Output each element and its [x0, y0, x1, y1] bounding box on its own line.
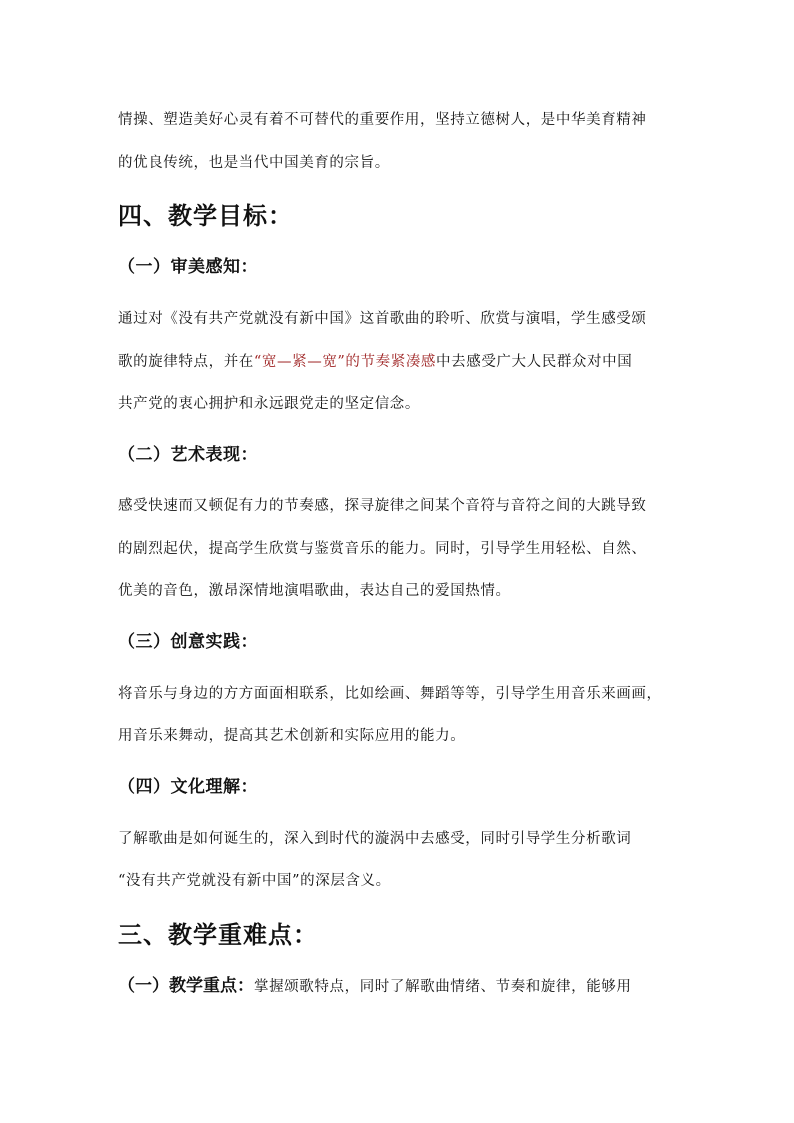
goal-3-heading: （三）创意实践： [118, 632, 258, 652]
goal-2-heading: （二）艺术表现： [118, 445, 258, 465]
goal-1-line-2-pre: 歌的旋律特点，并在 [118, 354, 254, 370]
key-point-1-label: （一）教学重点： [118, 976, 254, 996]
goal-4-line-2: “没有共产党就没有新中国”的深层含义。 [118, 873, 391, 889]
rhythm-highlight: “宽—紧—宽”的节奏紧凑感 [253, 354, 437, 370]
intro-line-2: 的优良传统，也是当代中国美育的宗旨。 [118, 155, 390, 171]
section-4-heading: 四、教学目标： [118, 202, 293, 230]
goal-3-line-1: 将音乐与身边的方方面面相联系，比如绘画、舞蹈等等，引导学生用音乐来画画， [118, 686, 662, 702]
section-3-heading: 三、教学重难点： [118, 921, 318, 949]
goal-2-line-1: 感受快速而又顿促有力的节奏感，探寻旋律之间某个音符与音符之间的大跳导致 [118, 498, 647, 514]
goal-4-heading: （四）文化理解： [118, 777, 258, 797]
goal-1-line-3: 共产党的衷心拥护和永远跟党走的坚定信念。 [118, 396, 420, 412]
key-point-1-text: 掌握颂歌特点，同时了解歌曲情绪、节奏和旋律，能够用 [254, 979, 632, 995]
goal-4-line-1: 了解歌曲是如何诞生的，深入到时代的漩涡中去感受，同时引导学生分析歌词 [118, 831, 632, 847]
key-point-1 [118, 971, 632, 996]
goal-2-line-2: 的剧烈起伏，提高学生欣赏与鉴赏音乐的能力。同时，引导学生用轻松、自然、 [118, 541, 647, 557]
goal-1-line-2-post: 中去感受广大人民群众对中国 [436, 354, 633, 370]
goal-1-line-1: 通过对《没有共产党就没有新中国》这首歌曲的聆听、欣赏与演唱，学生感受颂 [118, 311, 647, 327]
intro-line-1: 情操、塑造美好心灵有着不可替代的重要作用，坚持立德树人，是中华美育精神 [118, 112, 647, 128]
goal-2-line-3: 优美的音色，激昂深情地演唱歌曲，表达自己的爱国热情。 [118, 583, 511, 599]
goal-1-line-2 [118, 350, 632, 371]
goal-1-heading: （一）审美感知： [118, 257, 258, 277]
goal-3-line-2: 用音乐来舞动，提高其艺术创新和实际应用的能力。 [118, 728, 466, 744]
